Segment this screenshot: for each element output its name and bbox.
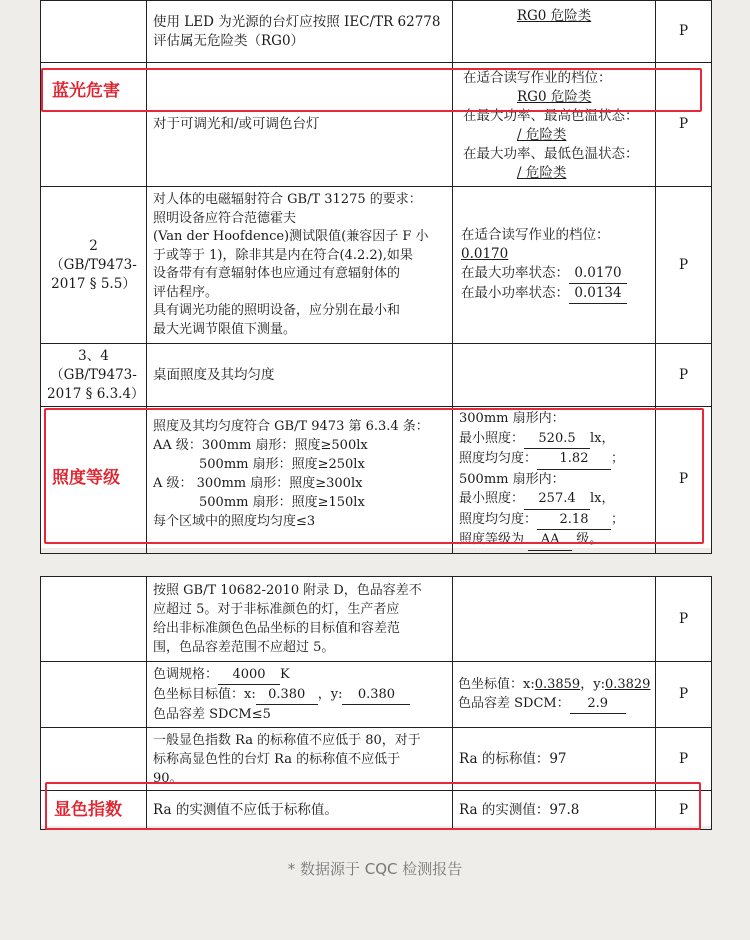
highlight-box-illuminance (44, 408, 704, 544)
verdict-cell: P (656, 791, 712, 830)
clause-cell (41, 662, 147, 728)
source-footnote: * 数据源于 CQC 检测报告 (287, 860, 463, 878)
clause-cell: 2 （GB/T9473- 2017 § 5.5） (41, 187, 147, 344)
requirement-cell: 对于可调光和/或可调色台灯 (147, 63, 453, 187)
clause-cell (41, 577, 147, 662)
result-cell: 在适合读写作业的档位： RG0 危险类 在最大功率、最高色温状态： / 危险类 在最大功率、最低色温状态： / 危险类 (453, 63, 656, 187)
requirement-cell: 对人体的电磁辐射符合 GB/T 31275 的要求： 照明设备应符合范德霍夫 (Van der Hoofdence)测试限值(兼容因子 F 小 于或等于 1)，除非其是内在符合(4.2.2),如果 设备带有有意辐射体也应通过有意辐射体的 评估程序。 具有调光功能的照明设备，应分别在最小和 最大光调节限值下测量。 (147, 187, 453, 344)
highlight-box-color-render (45, 782, 701, 830)
requirement-cell: 一般显色指数 Ra 的标称值不应低于 80，对于 标称高显色性的台灯 Ra 的标称值不应低于 90。 (147, 728, 453, 791)
table-row (41, 344, 712, 407)
table-row (41, 662, 712, 728)
verdict-cell: P (656, 407, 712, 554)
table-row (41, 1, 712, 63)
verdict-cell: P (656, 1, 712, 63)
result-cell (453, 577, 656, 662)
table-row (41, 187, 712, 344)
verdict-cell: P (656, 662, 712, 728)
requirement-cell: 照度及其均匀度符合 GB/T 9473 第 6.3.4 条： AA 级：300mm 扇形：照度≥500lx 500mm 扇形：照度≥250lx A 级： 300mm 扇形：照度≥300lx 500mm 扇形：照度≥150lx 每个区域中的照度均匀度≤3 (147, 407, 453, 554)
verdict-cell: P (656, 63, 712, 187)
requirement-cell: Ra 的实测值不应低于标称值。 (147, 791, 453, 830)
table-row (41, 577, 712, 662)
result-cell: Ra 的标称值：97 (453, 728, 656, 791)
result-cell: RG0 危险类 (453, 1, 656, 63)
clause-cell: 3、4 （GB/T9473- 2017 § 6.3.4） (41, 344, 147, 407)
requirement-cell: 按照 GB/T 10682-2010 附录 D，色品容差不 应超过 5。对于非标准颜色的灯，生产者应 给出非标准颜色色品坐标的目标值和容差范 围，色品容差范围不应超过 5。 (147, 577, 453, 662)
result-cell: 在适合读写作业的档位： 0.0170 在最大功率状态： 0.0170 在最小功率状态： 0.0134 (453, 187, 656, 344)
clause-cell (41, 1, 147, 63)
verdict-cell: P (656, 344, 712, 407)
verdict-cell: P (656, 577, 712, 662)
result-cell (453, 344, 656, 407)
tag-color-render: 显色指数 (54, 795, 122, 820)
requirement-cell: 色调规格： 4000 K 色坐标目标值：x: 0.380 ，y: 0.380 色品容差 SDCM≤5 (147, 662, 453, 728)
tag-illuminance: 照度等级 (52, 463, 120, 488)
tag-blue-light: 蓝光危害 (52, 76, 120, 101)
result-cell: 300mm 扇形内： 最小照度： 520.5 lx， 照度均匀度： 1.82 ； 500mm 扇形内： 最小照度： 257.4 lx， 照度均匀度： 2.18 ； 照度等级为 AA 级。 (453, 407, 656, 554)
highlight-box-blue-light (41, 68, 702, 112)
verdict-cell: P (656, 187, 712, 344)
result-cell: Ra 的实测值：97.8 (453, 791, 656, 830)
requirement-cell: 桌面照度及其均匀度 (147, 344, 453, 407)
result-cell: 色坐标值：x:0.3859，y:0.3829 色品容差 SDCM： 2.9 (453, 662, 656, 728)
requirement-cell: 使用 LED 为光源的台灯应按照 IEC/TR 62778 评估属无危险类（RG0） (147, 1, 453, 63)
verdict-cell: P (656, 728, 712, 791)
